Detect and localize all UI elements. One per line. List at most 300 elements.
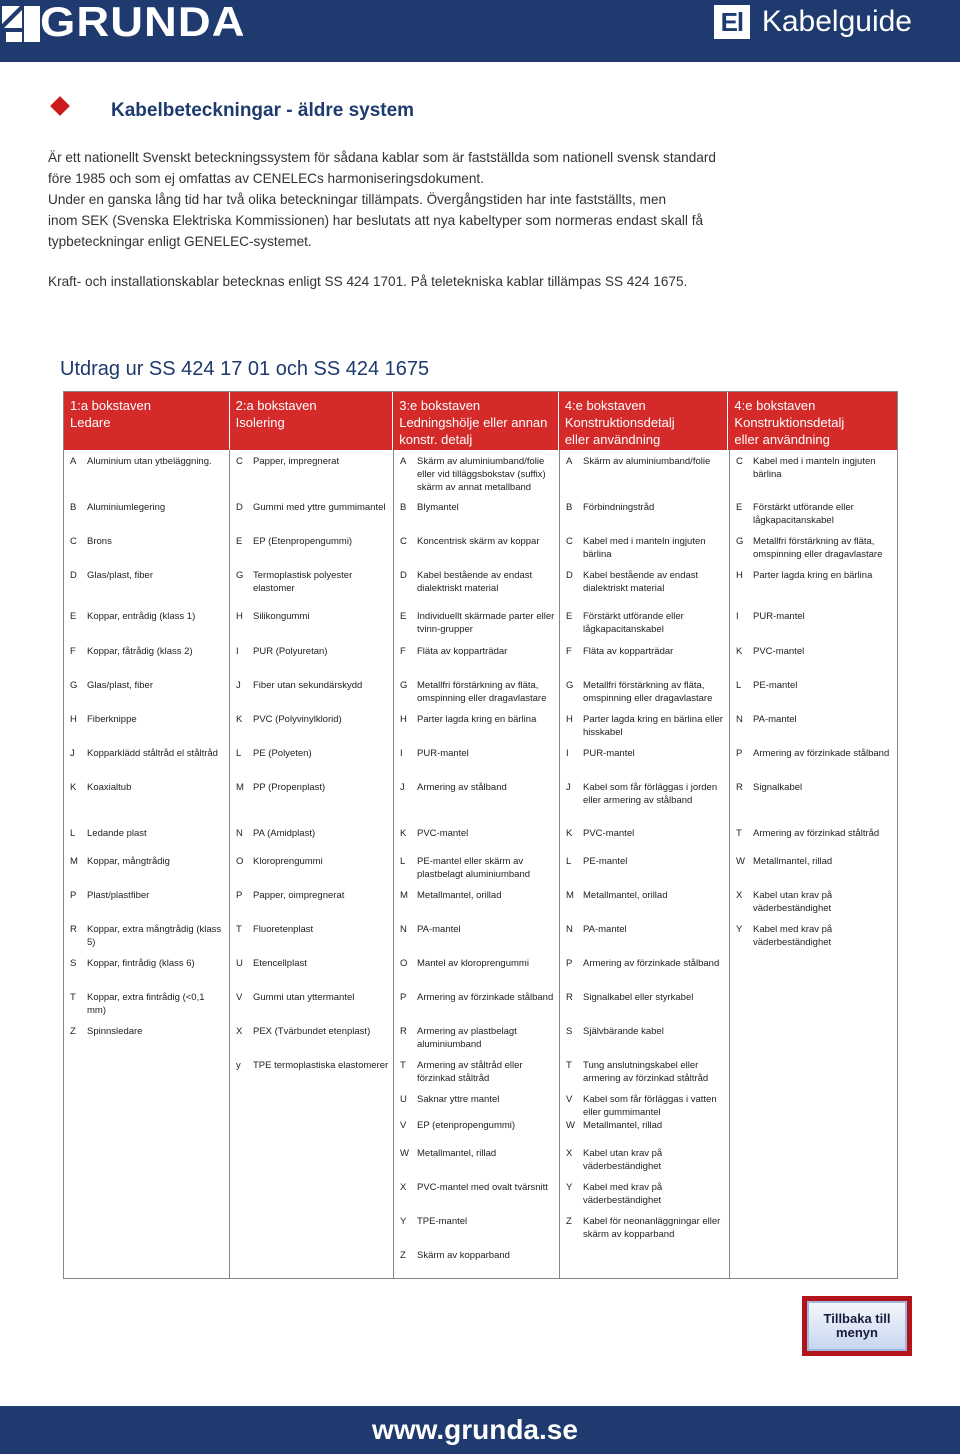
code-description: PVC-mantel [417, 828, 469, 839]
code-letter: B [400, 502, 407, 513]
table-row [730, 645, 899, 658]
table-row [64, 889, 229, 902]
code-letter: H [236, 611, 243, 622]
footer-bar [0, 1406, 960, 1454]
table-row [560, 991, 729, 1004]
code-letter: E [400, 611, 407, 622]
table-row [64, 747, 229, 760]
el-badge: El [714, 5, 750, 39]
table-row [730, 855, 899, 868]
column-header-line: Konstruktionsdetalj [734, 415, 845, 430]
column-header-line: 3:e bokstaven [399, 398, 481, 413]
table-row [394, 569, 559, 595]
code-description: Kabel som får förläggas i vatten eller gummimantel [583, 1094, 717, 1118]
code-letter: U [400, 1094, 407, 1105]
code-description: Förstärkt utförande eller lågkapacitanskabel [753, 502, 854, 526]
table-row [560, 957, 729, 970]
table-row [230, 679, 393, 692]
table-row [560, 713, 729, 739]
code-description: PE-mantel [583, 856, 628, 867]
code-letter: C [566, 536, 573, 547]
grunda-logo [0, 0, 246, 45]
code-description: Kabel med krav på väderbeständighet [753, 924, 833, 948]
column-header-line: 2:a bokstaven [235, 398, 317, 413]
column-header-line: eller användning [564, 432, 661, 447]
code-letter: L [236, 748, 242, 759]
table-column-2 [230, 450, 394, 1278]
table-row [394, 1215, 559, 1228]
code-letter: W [400, 1148, 409, 1159]
table-row [230, 455, 393, 468]
code-letter: H [566, 714, 573, 725]
column-header-2 [230, 392, 394, 450]
code-letter: F [400, 646, 406, 657]
code-letter: H [736, 570, 743, 581]
code-letter: R [400, 1026, 407, 1037]
code-letter: R [70, 924, 77, 935]
code-letter: G [736, 536, 744, 547]
table-row [230, 957, 393, 970]
intro-line: inom SEK (Svenska Elektriska Kommissionen) har beslutats att nya kabeltyper som normeras endast skall få [48, 213, 704, 228]
table-row [64, 501, 229, 514]
code-letter: T [736, 828, 742, 839]
code-letter: E [736, 502, 743, 513]
column-header-4 [559, 392, 729, 450]
table-column-3 [394, 450, 560, 1278]
code-description: Koppar, fåtrådig (klass 2) [87, 646, 193, 657]
code-description: Armering av plastbelagt aluminiumband [417, 1026, 517, 1050]
table-title: Utdrag ur SS 424 17 01 och SS 424 1675 [60, 358, 430, 380]
table-row [394, 855, 559, 881]
standards-paragraph: Kraft- och installationskablar betecknas enligt SS 424 1701. På teletekniska kablar tillämpas SS 424 1675. [48, 274, 688, 289]
code-letter: H [400, 714, 407, 725]
code-description: Kabel som får förläggas i jorden eller armering av stålband [583, 782, 718, 806]
code-letter: C [400, 536, 407, 547]
code-letter: T [400, 1060, 406, 1071]
code-description: Brons [87, 536, 112, 547]
code-description: Individuellt skärmade parter eller tvinn-grupper [417, 611, 555, 635]
website-link[interactable]: www.grunda.se [372, 1414, 578, 1445]
table-row [230, 645, 393, 658]
code-description: PA-mantel [753, 714, 797, 725]
code-description: Skärm av aluminiumband/folie eller vid tilläggsbokstav (suffix) skärm av annat metallband [417, 456, 546, 493]
back-button-line2: menyn [836, 1325, 878, 1340]
code-letter: J [566, 782, 571, 793]
code-letter: D [70, 570, 77, 581]
code-description: Koaxialtub [87, 782, 132, 793]
code-description: Etencellplast [253, 958, 307, 969]
code-description: Kloroprengummi [253, 856, 323, 867]
code-letter: D [566, 570, 573, 581]
code-letter: S [70, 958, 77, 969]
code-letter: Z [70, 1026, 76, 1037]
table-row [560, 781, 729, 807]
code-description: Koppar, fintrådig (klass 6) [87, 958, 195, 969]
back-button-face[interactable] [807, 1301, 907, 1351]
code-description: PE-mantel eller skärm av plastbelagt aluminiumband [417, 856, 531, 880]
table-row [560, 1025, 729, 1038]
code-letter: M [70, 856, 78, 867]
code-description: Kabel utan krav på väderbeständighet [583, 1148, 663, 1172]
code-description: Gummi med yttre gummimantel [253, 502, 386, 513]
code-description: Metallmantel, orillad [583, 890, 668, 901]
code-letter: O [400, 958, 408, 969]
guide-title: Kabelguide [761, 5, 912, 38]
table-row [730, 747, 899, 760]
table-row [64, 610, 229, 623]
code-letter: D [400, 570, 407, 581]
table-row [560, 569, 729, 595]
table-row [394, 455, 559, 494]
code-letter: Y [736, 924, 743, 935]
table-row [560, 1181, 729, 1207]
table-row [394, 1093, 559, 1106]
code-description: TPE termoplastiska elastomerer [253, 1060, 389, 1071]
table-row [394, 1181, 559, 1194]
code-description: Koncentrisk skärm av koppar [417, 536, 540, 547]
code-description: Koppar, extra fintrådig (<0,1 mm) [87, 992, 205, 1016]
table-row [64, 569, 229, 582]
table-row [730, 535, 899, 561]
table-row [560, 1215, 729, 1241]
code-description: Armering av förzinkade stålband [417, 992, 554, 1003]
code-letter: K [70, 782, 77, 793]
table-row [64, 645, 229, 658]
code-letter: I [736, 611, 739, 622]
code-letter: P [566, 958, 573, 969]
table-row [394, 991, 559, 1004]
table-row [64, 1025, 229, 1038]
column-header-5 [728, 392, 897, 450]
code-letter: P [736, 748, 743, 759]
code-description: Signalkabel eller styrkabel [583, 992, 694, 1003]
code-letter: Z [400, 1250, 406, 1261]
table-row [730, 713, 899, 726]
table-row [230, 535, 393, 548]
table-row [64, 855, 229, 868]
grunda-logo-mark-icon [2, 2, 40, 42]
code-letter: P [400, 992, 407, 1003]
table-row [394, 957, 559, 970]
code-letter: D [236, 502, 243, 513]
table-row [560, 610, 729, 636]
code-letter: O [236, 856, 244, 867]
code-letter: N [236, 828, 243, 839]
brand-name: GRUNDA [40, 0, 246, 45]
code-letter: G [236, 570, 244, 581]
column-header-line: eller användning [734, 432, 830, 447]
code-description: PUR-mantel [583, 748, 635, 759]
table-row [230, 569, 393, 595]
code-description: PA-mantel [417, 924, 461, 935]
code-letter: L [400, 856, 406, 867]
code-description: Metallfri förstärkning av fläta, omspinning eller dragavlastare [417, 680, 547, 704]
code-description: Kopparklädd ståltråd el ståltråd [87, 748, 218, 759]
table-row [394, 1147, 559, 1160]
code-description: Kabel med i manteln ingjuten bärlina [583, 536, 706, 560]
code-description: Armering av stålband [417, 782, 507, 793]
code-description: PVC-mantel med ovalt tvärsnitt [417, 1182, 548, 1193]
code-letter: L [736, 680, 742, 691]
code-letter: R [566, 992, 573, 1003]
code-description: Armering av förzinkade stålband [753, 748, 890, 759]
table-row [730, 923, 899, 949]
code-description: Aluminium utan ytbeläggning. [87, 456, 212, 467]
code-description: Koppar, mångtrådig [87, 856, 170, 867]
code-letter: T [70, 992, 76, 1003]
table-row [64, 713, 229, 726]
code-letter: A [566, 456, 573, 467]
table-row [560, 827, 729, 840]
code-letter: E [236, 536, 243, 547]
column-header-line: Isolering [235, 415, 285, 430]
code-description: Parter lagda kring en bärlina [417, 714, 537, 725]
code-description: Koppar, extra mångtrådig (klass 5) [87, 924, 222, 948]
cable-code-table [63, 391, 898, 1279]
code-description: Glas/plast, fiber [87, 570, 153, 581]
code-letter: W [566, 1120, 575, 1131]
code-letter: G [70, 680, 78, 691]
code-letter: R [736, 782, 743, 793]
table-row [230, 923, 393, 936]
table-row [230, 855, 393, 868]
table-row [394, 610, 559, 636]
code-letter: T [236, 924, 242, 935]
code-letter: K [736, 646, 743, 657]
code-letter: C [736, 456, 743, 467]
table-row [230, 747, 393, 760]
code-letter: V [236, 992, 243, 1003]
table-row [230, 781, 393, 794]
table-column-1 [64, 450, 230, 1278]
code-letter: J [400, 782, 405, 793]
table-header-row [64, 392, 897, 450]
table-row [64, 535, 229, 548]
code-description: PVC (Polyvinylklorid) [253, 714, 342, 725]
table-row [230, 827, 393, 840]
column-header-line: Ledare [70, 415, 111, 430]
table-row [394, 1119, 559, 1132]
column-header-1 [64, 392, 230, 450]
back-to-menu-button[interactable] [802, 1296, 912, 1356]
code-letter: y [236, 1060, 241, 1071]
intro-line: Under en ganska lång tid har två olika beteckningar tillämpats. Övergångstiden har inte fastställts, men [48, 192, 667, 207]
code-letter: Y [400, 1216, 407, 1227]
table-row [394, 535, 559, 548]
code-description: PVC-mantel [753, 646, 805, 657]
table-row [560, 679, 729, 705]
table-row [394, 747, 559, 760]
code-letter: E [566, 611, 573, 622]
table-row [394, 1249, 559, 1262]
code-description: Kabel bestående av endast dialektriskt material [583, 570, 699, 594]
top-header [0, 0, 960, 62]
code-description: Armering av förzinkad ståltråd [753, 828, 880, 839]
intro-line: typbeteckningar enligt GENELEC-systemet. [48, 234, 312, 249]
code-letter: K [236, 714, 243, 725]
code-letter: N [736, 714, 743, 725]
code-letter: V [566, 1094, 573, 1105]
code-letter: I [400, 748, 403, 759]
code-description: Koppar, entrådig (klass 1) [87, 611, 196, 622]
section-title: Kabelbeteckningar - äldre system [111, 100, 415, 121]
code-letter: I [236, 646, 239, 657]
code-description: Metallfri förstärkning av fläta, omspinning eller dragavlastare [753, 536, 883, 560]
guide-label [714, 4, 912, 40]
code-letter: F [566, 646, 572, 657]
table-row [730, 889, 899, 915]
code-letter: X [566, 1148, 573, 1159]
back-button-line1: Tillbaka till [823, 1311, 891, 1326]
code-description: PEX (Tvärbundet etenplast) [253, 1026, 371, 1037]
table-row [394, 923, 559, 936]
code-description: Papper, oimpregnerat [253, 890, 345, 901]
table-row [394, 679, 559, 705]
table-row [560, 747, 729, 760]
code-description: PP (Propenplast) [253, 782, 326, 793]
table-row [230, 713, 393, 726]
table-row [730, 610, 899, 623]
red-diamond-icon [50, 96, 70, 116]
column-header-line: Ledningshölje eller annan [399, 415, 548, 430]
table-row [230, 610, 393, 623]
code-description: Metallmantel, rillad [583, 1120, 663, 1131]
code-description: PUR (Polyuretan) [253, 646, 328, 657]
code-letter: P [236, 890, 243, 901]
code-letter: L [566, 856, 572, 867]
code-description: Glas/plast, fiber [87, 680, 153, 691]
table-row [230, 1025, 393, 1038]
code-letter: A [400, 456, 407, 467]
code-letter: F [70, 646, 76, 657]
code-description: Ledande plast [87, 828, 147, 839]
table-row [394, 1059, 559, 1085]
table-row [560, 1059, 729, 1085]
code-description: Mantel av kloroprengummi [417, 958, 529, 969]
code-letter: G [400, 680, 408, 691]
code-description: Kabel med krav på väderbeständighet [583, 1182, 663, 1206]
table-column-5 [730, 450, 899, 1278]
code-description: Kabel med i manteln ingjuten bärlina [753, 456, 876, 480]
code-letter: B [566, 502, 573, 513]
code-letter: G [566, 680, 574, 691]
code-description: Plast/plastfiber [87, 890, 150, 901]
code-letter: L [70, 828, 76, 839]
code-description: Kabel bestående av endast dialektriskt material [417, 570, 533, 594]
code-description: Saknar yttre mantel [417, 1094, 500, 1105]
table-row [230, 1059, 393, 1072]
code-description: Blymantel [417, 502, 459, 513]
code-description: Spinnsledare [87, 1026, 143, 1037]
table-row [230, 889, 393, 902]
code-description: PUR-mantel [417, 748, 469, 759]
code-description: Kabel för neonanläggningar eller skärm av kopparband [583, 1216, 721, 1240]
code-description: Signalkabel [753, 782, 803, 793]
code-description: Skärm av aluminiumband/folie [583, 456, 711, 467]
code-description: Fiberknippe [87, 714, 137, 725]
code-description: Gummi utan yttermantel [253, 992, 355, 1003]
code-letter: A [70, 456, 77, 467]
code-description: Termoplastisk polyester elastomer [253, 570, 353, 594]
column-header-line: Konstruktionsdetalj [564, 415, 675, 430]
table-row [730, 827, 899, 840]
code-description: Metallfri förstärkning av fläta, omspinning eller dragavlastare [583, 680, 713, 704]
table-row [394, 645, 559, 658]
code-letter: N [400, 924, 407, 935]
code-letter: M [236, 782, 244, 793]
column-header-line: konstr. detalj [399, 432, 473, 447]
table-row [64, 827, 229, 840]
code-description: Förbindningstråd [583, 502, 655, 513]
code-description: EP (etenpropengummi) [417, 1120, 516, 1131]
table-row [394, 501, 559, 514]
code-letter: I [566, 748, 569, 759]
code-letter: X [400, 1182, 407, 1193]
code-letter: Z [566, 1216, 572, 1227]
code-letter: W [736, 856, 745, 867]
code-description: PE-mantel [753, 680, 798, 691]
table-row [230, 501, 393, 514]
table-row [730, 781, 899, 794]
code-letter: K [400, 828, 407, 839]
code-letter: J [70, 748, 75, 759]
code-description: PE (Polyeten) [253, 748, 312, 759]
code-letter: T [566, 1060, 572, 1071]
table-row [64, 991, 229, 1017]
code-letter: C [70, 536, 77, 547]
code-letter: S [566, 1026, 573, 1037]
code-description: Metallmantel, orillad [417, 890, 502, 901]
table-row [394, 889, 559, 902]
code-description: Fläta av kopparträdar [417, 646, 508, 657]
table-row [560, 645, 729, 658]
table-row [730, 569, 899, 582]
code-letter: P [70, 890, 77, 901]
code-letter: X [736, 890, 743, 901]
code-description: Fiber utan sekundärskydd [253, 680, 363, 691]
code-letter: M [400, 890, 408, 901]
code-letter: X [236, 1026, 243, 1037]
table-row [394, 827, 559, 840]
code-letter: M [566, 890, 574, 901]
table-row [394, 781, 559, 794]
table-row [64, 781, 229, 794]
code-description: Metallmantel, rillad [417, 1148, 497, 1159]
code-description: Armering av förzinkade stålband [583, 958, 720, 969]
code-letter: B [70, 502, 77, 513]
code-description: Aluminiumlegering [87, 502, 166, 513]
code-letter: J [236, 680, 241, 691]
table-row [64, 679, 229, 692]
table-row [560, 889, 729, 902]
table-row [560, 855, 729, 868]
code-description: Tung anslutningskabel eller armering av förzinkad ståltråd [583, 1060, 709, 1084]
table-row [560, 923, 729, 936]
code-description: TPE-mantel [417, 1216, 468, 1227]
code-description: Silikongummi [253, 611, 310, 622]
code-description: PA-mantel [583, 924, 627, 935]
column-header-line: 4:e bokstaven [564, 398, 646, 413]
table-row [730, 501, 899, 527]
intro-line: Är ett nationellt Svenskt beteckningssystem för sådana kablar som är fastställda som nationell svensk standard [48, 150, 716, 165]
table-row [730, 679, 899, 692]
intro-line: före 1985 och som ej omfattas av CENELECs harmoniseringsdokument. [48, 171, 484, 186]
code-description: Förstärkt utförande eller lågkapacitanskabel [583, 611, 684, 635]
table-row [560, 1147, 729, 1173]
code-letter: E [70, 611, 77, 622]
code-description: Armering av ståltråd eller förzinkad ståltråd [417, 1060, 523, 1084]
code-description: PVC-mantel [583, 828, 635, 839]
